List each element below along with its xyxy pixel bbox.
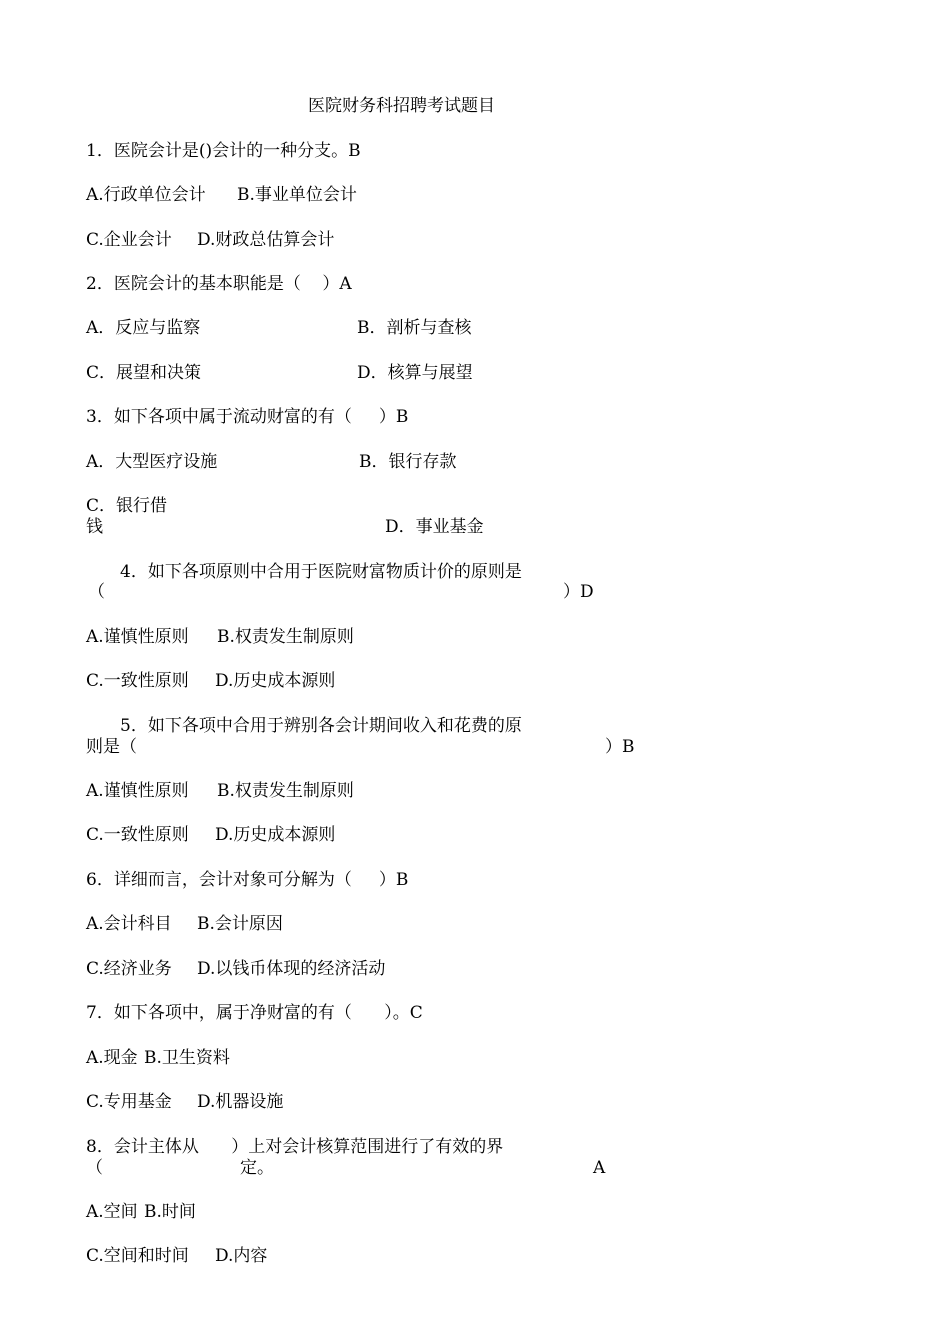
question-2-option-c: C．展望和决策: [86, 363, 202, 383]
question-4-stem: 4．如下各项原则中合用于医院财富物质计价的原则是: [120, 562, 522, 582]
question-3-option-d: D．事业基金: [385, 517, 484, 537]
question-4-option-d: D.历史成本源则: [215, 671, 336, 691]
question-6-stem: 6．详细而言，会计对象可分解为（ ）B: [86, 870, 409, 890]
question-3-stem: 3．如下各项中属于流动财富的有（ ）B: [86, 407, 409, 427]
question-7-option-a: A.现金: [86, 1048, 138, 1068]
question-1-option-b: B.事业单位会计: [237, 185, 357, 205]
question-5-option-d: D.历史成本源则: [215, 825, 336, 845]
question-2-option-b: B．剖析与查核: [357, 318, 472, 338]
question-8-option-b: B.时间: [144, 1202, 196, 1222]
question-6-option-b: B.会计原因: [197, 914, 283, 934]
question-2-option-a: A．反应与监察: [86, 318, 201, 338]
question-7-option-d: D.机器设施: [197, 1092, 284, 1112]
question-8-stem-close: A: [593, 1158, 606, 1178]
question-6-option-d: D.以钱币体现的经济活动: [197, 959, 386, 979]
question-5-option-b: B.权责发生制原则: [217, 781, 354, 801]
question-2-option-d: D．核算与展望: [357, 363, 473, 383]
question-1-option-c: C.企业会计: [86, 230, 172, 250]
question-8-stem: 8．会计主体从 ）上对会计核算范围进行了有效的界: [86, 1137, 504, 1157]
question-8-option-a: A.空间: [86, 1202, 138, 1222]
question-8-option-c: C.空间和时间: [86, 1246, 189, 1266]
question-1-stem: 1．医院会计是()会计的一种分支。B: [86, 141, 361, 161]
question-5-option-c: C.一致性原则: [86, 825, 189, 845]
question-8-option-d: D.内容: [215, 1246, 268, 1266]
question-1-option-d: D.财政总估算会计: [197, 230, 335, 250]
question-8-stem-open: （: [86, 1158, 103, 1178]
question-4-stem-open: （: [88, 582, 105, 602]
question-4-option-c: C.一致性原则: [86, 671, 189, 691]
question-3-option-c: C．银行借: [86, 496, 168, 516]
question-2-stem: 2．医院会计的基本职能是（ ）A: [86, 274, 352, 294]
question-8-stem-cont: 定。: [240, 1158, 274, 1178]
question-3-option-b: B．银行存款: [359, 452, 457, 472]
question-5-stem-cont: 则是（: [86, 737, 137, 757]
question-5-option-a: A.谨慎性原则: [86, 781, 189, 801]
question-1-option-a: A.行政单位会计: [86, 185, 206, 205]
question-7-option-b: B.卫生资料: [144, 1048, 230, 1068]
question-4-stem-close: ）D: [563, 582, 594, 602]
question-5-stem-close: ）B: [605, 737, 635, 757]
question-4-option-a: A.谨慎性原则: [86, 627, 189, 647]
page-title: 医院财务科招聘考试题目: [308, 96, 495, 116]
question-3-option-c-cont: 钱: [86, 517, 103, 537]
question-7-option-c: C.专用基金: [86, 1092, 172, 1112]
question-5-stem: 5．如下各项中合用于辨别各会计期间收入和花费的原: [120, 716, 522, 736]
question-7-stem: 7．如下各项中，属于净财富的有（ ）。C: [86, 1003, 423, 1023]
question-6-option-c: C.经济业务: [86, 959, 172, 979]
question-6-option-a: A.会计科目: [86, 914, 172, 934]
question-3-option-a: A．大型医疗设施: [86, 452, 218, 472]
question-4-option-b: B.权责发生制原则: [217, 627, 354, 647]
